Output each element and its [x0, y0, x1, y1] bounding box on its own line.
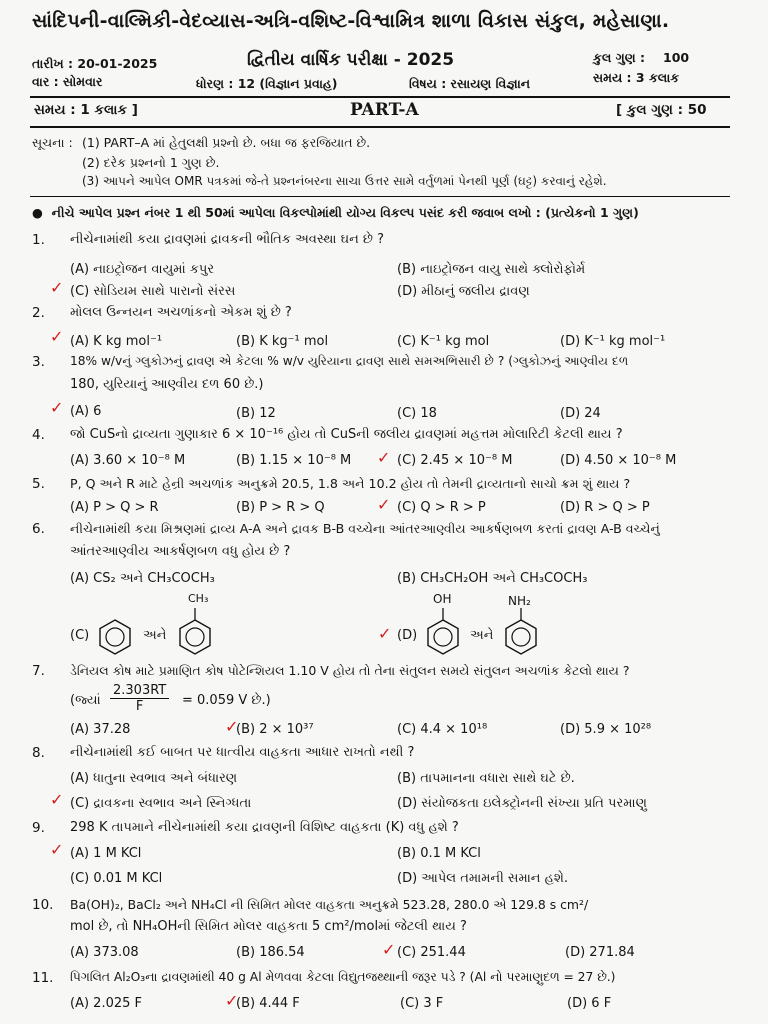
q2-number: 2.	[32, 305, 45, 321]
exam-title: દ્વિતીય વાર્ષિક પરીક્ષા - 2025	[247, 50, 455, 70]
q3-text: 18% w/vનું ગ્લુકોઝનું દ્રાવણ એ કેટલા % w/v યુરિયાના દ્રાવણ સાથે સમઅભિસારી છે ? (ગ્લુકોઝનું આણ્વીય દળ	[70, 354, 629, 368]
q6-text: નીચેનામાંથી કયા મિશ્રણમાં દ્રાવ્ય A-A અને દ્રાવક B-B વચ્ચેના આંતરઆણ્વીય આકર્ષણબળ કરતાં દ્રાવણ A-B વચ્ચેનું	[70, 521, 660, 536]
q7-frac-den: F	[135, 699, 144, 714]
q4-option-d: (D) 4.50 × 10⁻⁸ M	[560, 453, 677, 468]
subject: વિષય : રસાયણ વિજ્ઞાન	[409, 76, 531, 91]
q2-option-b: (B) K kg⁻¹ mol	[236, 334, 329, 349]
q8-text: નીચેનામાંથી કઈ બાબત પર ધાત્વીય વાહકતા આધાર રાખતો નથી ?	[70, 745, 415, 760]
part-time: સમય : 1 કલાક ]	[34, 102, 138, 118]
q2-text: મોલલ ઉન્નયન અચળાંકનો એકમ શું છે ?	[70, 305, 292, 320]
q5-number: 5.	[32, 476, 45, 492]
q10-number: 10.	[32, 897, 54, 913]
q4-tick-mark: ✓	[377, 448, 391, 467]
q6-option-c-label: (C)	[70, 628, 90, 643]
q7-tick-mark: ✓	[225, 717, 239, 736]
q2-option-d: (D) K⁻¹ kg mol⁻¹	[560, 334, 666, 349]
q7-frac-rest: = 0.059 V છે.)	[182, 693, 271, 708]
q11-option-b: (B) 4.44 F	[236, 996, 300, 1011]
q6-ch3-label: CH₃	[188, 592, 209, 605]
q10-text-2: mol છે, તો NH₄OHની સિમિત મોલર વાહકતા 5 cm²/molમાં જેટલી થાય ?	[70, 919, 467, 934]
part-title: PART-A	[350, 100, 419, 120]
q7-where: (જ્યાં	[70, 693, 101, 708]
q9-option-d: (D) આપેલ તમામની સમાન હશે.	[397, 871, 569, 886]
q4-option-a: (A) 3.60 × 10⁻⁸ M	[70, 453, 186, 468]
q6-text-2: આંતરઆણ્વીય આકર્ષણબળ વધુ હોય છે ?	[70, 544, 291, 559]
exam-date: તારીખ : 20-01-2025	[32, 56, 158, 71]
q4-option-b: (B) 1.15 × 10⁻⁸ M	[236, 453, 352, 468]
q7-option-c: (C) 4.4 × 10¹⁸	[397, 722, 488, 737]
q3-option-a: (A) 6	[70, 404, 102, 419]
q3-option-d: (D) 24	[560, 406, 601, 421]
q10-option-b: (B) 186.54	[236, 945, 305, 960]
q2-tick-mark: ✓	[50, 327, 64, 346]
exam-day: વાર : સોમવાર	[32, 74, 103, 89]
q6-benzene	[96, 618, 134, 660]
q7-option-d: (D) 5.9 × 10²⁸	[560, 722, 652, 737]
q7-option-a: (A) 37.28	[70, 722, 131, 737]
q10-option-a: (A) 373.08	[70, 945, 139, 960]
q3-text-2: 180, યુરિયાનું આણ્વીય દળ 60 છે.)	[70, 377, 264, 392]
q5-option-b: (B) P > R > Q	[236, 500, 325, 515]
total-marks-value: 100	[663, 50, 690, 65]
note-2: (2) દરેક પ્રશ્નનો 1 ગુણ છે.	[82, 155, 220, 170]
q8-tick-mark: ✓	[50, 790, 64, 809]
q1-option-b: (B) નાઇટ્રોજન વાયુ સાથે ક્લોરોફોર્મ	[397, 262, 586, 277]
q6-oh-label: OH	[433, 592, 452, 606]
q10-option-c: (C) 251.44	[397, 945, 466, 960]
q5-option-a: (A) P > Q > R	[70, 500, 159, 515]
q11-option-c: (C) 3 F	[400, 996, 444, 1011]
q7-text: ડેનિયલ કોષ માટે પ્રમાણિત કોષ પોટેન્શિયલ 1.10 V હોય તો તેના સંતુલન સમયે સંતુલન અચળાંક કેટલો થાય ?	[70, 663, 630, 678]
exam-duration: સમય : 3 કલાક	[593, 70, 680, 85]
q6-tick-mark: ✓	[378, 624, 392, 643]
divider	[30, 196, 730, 197]
q11-number: 11.	[32, 970, 54, 986]
q10-tick-mark: ✓	[382, 940, 396, 959]
q11-text: પિગલિત Al₂O₃ના દ્રાવણમાંથી 40 g Al મેળવવા કેટલા વિદ્યુતજથ્થાની જરૂર પડે ? (Al નો પરમાણુદળ = 27 છે.)	[70, 970, 616, 984]
q5-option-c: (C) Q > R > P	[397, 500, 486, 515]
q6-c-and: અને	[143, 628, 167, 643]
instruction-text: નીચે આપેલ પ્રશ્ન નંબર 1 થી 50માં આપેલા વિકલ્પોમાંથી યોગ્ય વિકલ્પ પસંદ કરી જવાબ લખો : (પ્રત્યેકનો 1 ગુણ)	[51, 205, 639, 220]
q1-option-d: (D) મીઠાનું જલીય દ્રાવણ	[397, 284, 530, 299]
q6-d-and: અને	[470, 628, 494, 643]
note-3: (3) આપને આપેલ OMR પત્રકમાં જે-તે પ્રશ્નનંબરના સાચા ઉત્તર સામે વર્તુળમાં પેનથી પૂર્ણ (ઘટ્ટ) કરવાનું રહેશે.	[82, 174, 607, 188]
q8-option-b: (B) તાપમાનના વધારા સાથે ઘટે છે.	[397, 771, 575, 786]
q1-option-c: (C) સોડિયમ સાથે પારાનો સંરસ	[70, 284, 236, 299]
q9-option-a: (A) 1 M KCl	[70, 846, 142, 861]
q2-option-c: (C) K⁻¹ kg mol	[397, 334, 490, 349]
q4-number: 4.	[32, 427, 45, 443]
q1-text: નીચેનામાંથી કયા દ્રાવણમાં દ્રાવકની ભૌતિક અવસ્થા ઘન છે ?	[70, 232, 385, 247]
q6-toluene	[176, 606, 214, 660]
q5-text: P, Q અને R માટે હેન્રી અચળાંક અનુક્રમે 20.5, 1.8 અને 10.2 હોય તો તેમની દ્રાવ્યતાનો સાચો ક્રમ શું થાય ?	[70, 476, 631, 491]
q5-tick-mark: ✓	[377, 495, 391, 514]
q6-aniline	[502, 606, 540, 660]
class-info: ધોરણ : 12 (વિજ્ઞાન પ્રવાહ)	[196, 76, 338, 91]
q8-option-d: (D) સંયોજકતા ઇલેક્ટ્રોનની સંખ્યા પ્રતિ પરમાણુ	[397, 796, 647, 811]
q6-option-a: (A) CS₂ અને CH₃COCH₃	[70, 571, 215, 586]
q3-number: 3.	[32, 354, 45, 370]
q11-tick-mark: ✓	[225, 991, 239, 1010]
q3-option-b: (B) 12	[236, 406, 276, 421]
total-marks-label: કુલ ગુણ :	[593, 50, 646, 65]
school-name: સાંદિપની-વાલ્મિકી-વેદવ્યાસ-અત્રિ-વશિષ્ટ-વિશ્વામિત્ર શાળા વિકાસ સંકુલ, મહેસાણા.	[32, 10, 670, 32]
instruction: ● નીચે આપેલ પ્રશ્ન નંબર 1 થી 50માં આપેલા વિકલ્પોમાંથી યોગ્ય વિકલ્પ પસંદ કરી જવાબ લખો : (પ્રત્યેકનો 1 ગુણ)	[32, 205, 639, 220]
q11-option-a: (A) 2.025 F	[70, 996, 142, 1011]
q9-option-c: (C) 0.01 M KCl	[70, 871, 163, 886]
notes-label: સૂચના :	[32, 135, 73, 150]
q3-option-c: (C) 18	[397, 406, 437, 421]
q7-option-b: (B) 2 × 10³⁷	[236, 722, 314, 737]
q1-tick-mark: ✓	[50, 278, 64, 297]
q3-tick-mark: ✓	[50, 398, 64, 417]
q6-option-d-label: (D)	[397, 628, 418, 643]
q8-option-a: (A) ધાતુના સ્વભાવ અને બંધારણ	[70, 771, 238, 786]
q6-phenol	[424, 606, 462, 660]
q10-option-d: (D) 271.84	[565, 945, 635, 960]
q7-number: 7.	[32, 663, 45, 679]
q9-option-b: (B) 0.1 M KCl	[397, 846, 481, 861]
q11-option-d: (D) 6 F	[567, 996, 612, 1011]
q4-option-c: (C) 2.45 × 10⁻⁸ M	[397, 453, 513, 468]
q9-tick-mark: ✓	[50, 840, 64, 859]
q2-option-a: (A) K kg mol⁻¹	[70, 334, 163, 349]
q1-number: 1.	[32, 232, 45, 248]
part-marks: [ કુલ ગુણ : 50	[616, 102, 707, 118]
q9-text: 298 K તાપમાને નીચેનામાંથી કયા દ્રાવણની વિશિષ્ટ વાહકતા (K) વધુ હશે ?	[70, 820, 459, 835]
part-header-bar	[30, 96, 730, 128]
q7-fraction	[110, 683, 169, 714]
q10-text: Ba(OH)₂, BaCl₂ અને NH₄Cl ની સિમિત મોલર વાહકતા અનુક્રમે 523.28, 280.0 એ 129.8 s cm²/	[70, 897, 589, 912]
q1-option-a: (A) નાઇટ્રોજન વાયુમાં કપુર	[70, 262, 215, 277]
note-1: (1) PART–A માં હેતુલક્ષી પ્રશ્નો છે. બધા જ ફરજિયાત છે.	[82, 135, 371, 150]
q8-number: 8.	[32, 745, 45, 761]
q7-frac-num: 2.303RT	[110, 683, 169, 699]
q4-text: જો CuSનો દ્રાવ્યતા ગુણાકાર 6 × 10⁻¹⁶ હોય તો CuSની જલીય દ્રાવણમાં મહત્તમ મોલારિટી કેટલી થાય ?	[70, 427, 623, 442]
q6-number: 6.	[32, 521, 45, 537]
q8-option-c: (C) દ્રાવકના સ્વભાવ અને સ્નિગ્ધતા	[70, 796, 252, 811]
q9-number: 9.	[32, 820, 45, 836]
q6-option-b: (B) CH₃CH₂OH અને CH₃COCH₃	[397, 571, 588, 586]
q5-option-d: (D) R > Q > P	[560, 500, 650, 515]
q6-nh2-label: NH₂	[508, 594, 531, 608]
